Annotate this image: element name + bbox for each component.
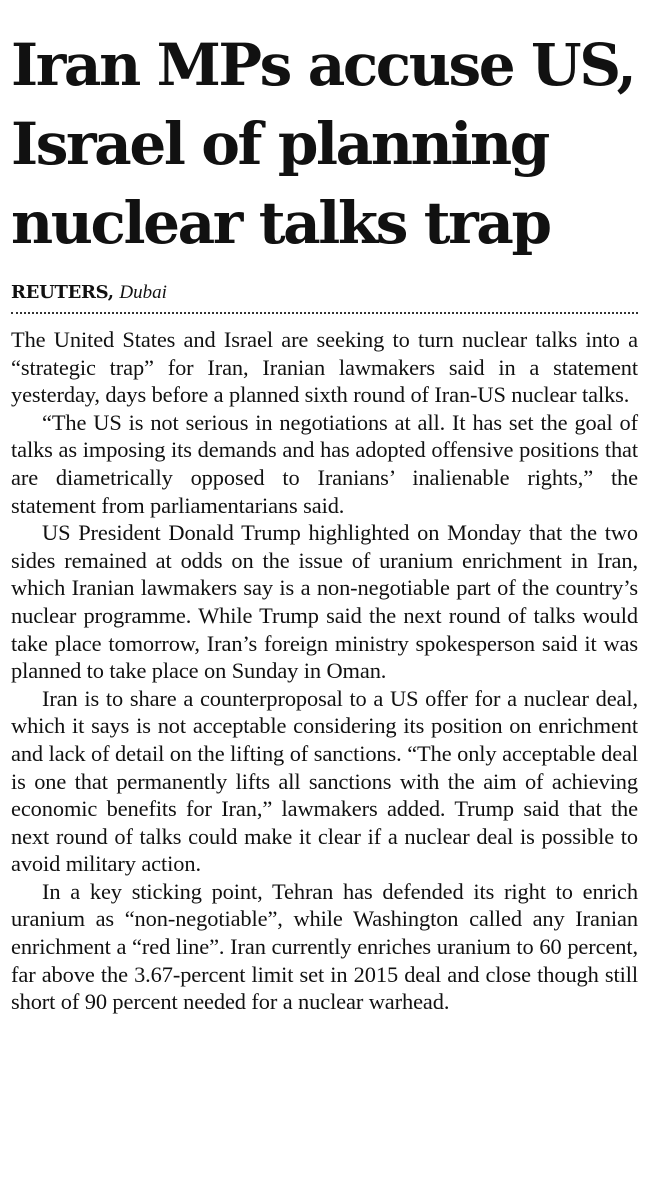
paragraph: Iran is to share a counterproposal to a US offer for a nuclear deal, which it says is not acceptable considering its position on enrichment and lack of detail on the lifting of sanctions. “The only acceptable deal is one that permanently lifts all sanctions with the aim of achieving economic benefits for Iran,” lawmakers added. Trump said that the next round of talks could make it clear if a nuclear deal is possible to avoid military action. xyxy=(11,685,638,877)
paragraph: The United States and Israel are seeking to turn nuclear talks into a “strategic trap” for Iran, Iranian lawmakers said in a statement yesterday, days before a planned sixth round of Iran-US nuclear talks. xyxy=(11,327,638,408)
byline xyxy=(11,281,638,305)
byline-agency: REUTERS, xyxy=(11,282,114,303)
paragraph: “The US is not serious in negotiations at all. It has set the goal of talks as imposing its demands and has adopted offensive positions that are diametrically opposed to Iranians’ inalienable rights,” the statement from parliamentarians said. xyxy=(11,409,638,518)
dotted-divider xyxy=(11,312,638,314)
article-body xyxy=(11,326,638,1016)
headline-line: nuclear talks trap xyxy=(11,189,550,257)
headline-line: Israel of planning xyxy=(11,110,548,178)
paragraph: In a key sticking point, Tehran has defended its right to enrich uranium as “non-negotiable”, while Washington called any Iranian enrichment a “red line”. Iran currently enriches uranium to 60 percent, far above the 3.67-percent limit set in 2015 deal and close though still short of 90 percent needed for a nuclear warhead. xyxy=(11,878,638,1015)
byline-location: Dubai xyxy=(119,282,167,303)
paragraph: US President Donald Trump highlighted on Monday that the two sides remained at odds on the issue of uranium enrichment in Iran, which Iranian lawmakers say is a non-negotiable part of the country’s nuclear programme. While Trump said the next round of talks would take place tomorrow, Iran’s foreign ministry spokesperson said it was planned to take place on Sunday in Oman. xyxy=(11,520,638,684)
headline xyxy=(11,0,638,263)
headline-line: Iran MPs accuse US, xyxy=(11,31,635,99)
